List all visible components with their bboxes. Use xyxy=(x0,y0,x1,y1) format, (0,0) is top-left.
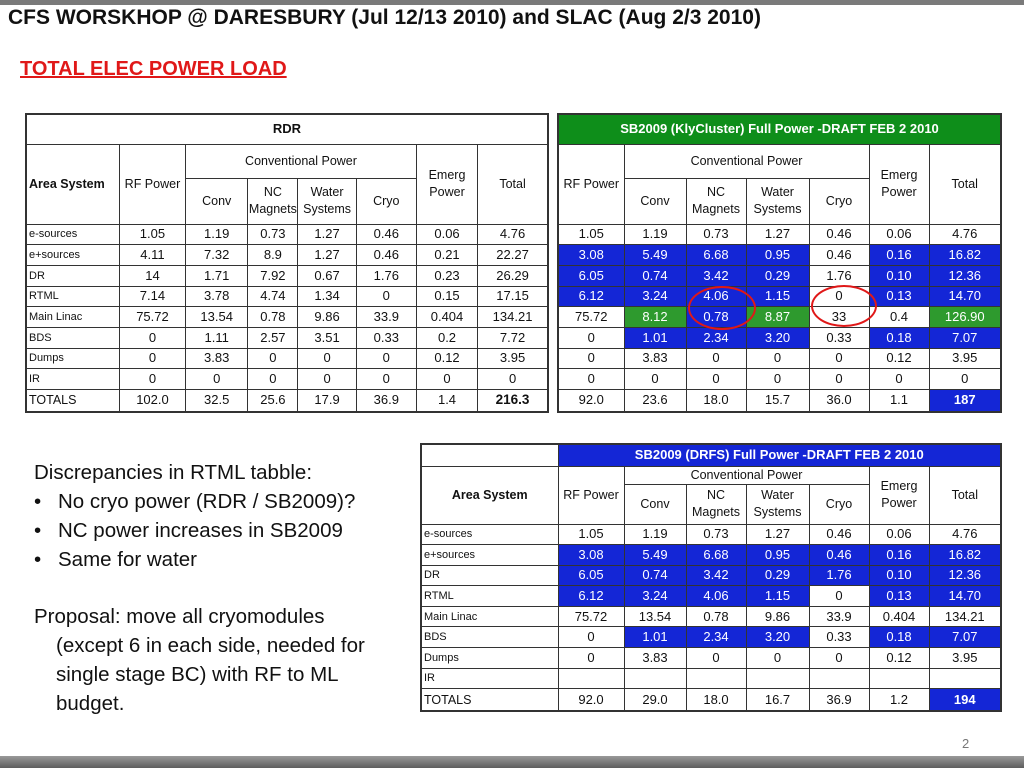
table-cell: 3.83 xyxy=(186,348,248,369)
notes-bullet: • Same for water xyxy=(34,545,424,574)
table-cell: 4.06 xyxy=(686,586,746,607)
table-cell: 0.404 xyxy=(416,307,477,328)
table-cell: 7.14 xyxy=(119,286,185,307)
table-cell xyxy=(686,668,746,689)
table-cell: 4.76 xyxy=(478,224,548,245)
table-cell: 12.36 xyxy=(929,265,1001,286)
table-cell: 0 xyxy=(558,348,624,369)
table-cell: 3.24 xyxy=(624,286,686,307)
slide-title: CFS WORSKHOP @ DARESBURY (Jul 12/13 2010) and SLAC (Aug 2/3 2010) xyxy=(8,6,761,29)
table-cell: 6.12 xyxy=(558,586,624,607)
table-cell: 0.78 xyxy=(686,606,746,627)
table-cell: 0.21 xyxy=(416,245,477,266)
table-cell: 4.74 xyxy=(248,286,298,307)
row-label: IR xyxy=(421,668,558,689)
header-conventional-power: Conventional Power xyxy=(186,144,417,178)
bullet-icon: • xyxy=(34,490,42,513)
table-cell: 2.34 xyxy=(686,627,746,648)
table-cell: 1.01 xyxy=(624,627,686,648)
header-total: Total xyxy=(478,144,548,224)
row-label: DR xyxy=(26,265,119,286)
table-cell xyxy=(746,668,809,689)
table-cell: 102.0 xyxy=(119,390,185,412)
page-number: 2 xyxy=(962,736,970,751)
table-cell: 3.51 xyxy=(298,327,356,348)
table-cell: 1.15 xyxy=(746,586,809,607)
table-cell: 3.20 xyxy=(746,327,809,348)
table-cell: 36.9 xyxy=(809,689,869,711)
table-cell: 0.73 xyxy=(686,524,746,545)
table-cell: 0 xyxy=(809,369,869,390)
row-label: DR xyxy=(421,565,558,586)
header-total: Total xyxy=(929,466,1001,524)
table-cell: 75.72 xyxy=(119,307,185,328)
table-cell: 0.74 xyxy=(624,565,686,586)
table-cell: 0 xyxy=(929,369,1001,390)
table-cell: 7.32 xyxy=(186,245,248,266)
table-row xyxy=(26,348,548,369)
sb2009-drfs-title: SB2009 (DRFS) Full Power -DRAFT FEB 2 2010 xyxy=(558,444,1001,466)
table-row xyxy=(26,265,548,286)
table-cell: 0.4 xyxy=(869,307,929,328)
table-cell: 0 xyxy=(416,369,477,390)
table-cell: 7.07 xyxy=(929,327,1001,348)
table-row xyxy=(558,327,1001,348)
table-cell: 0.06 xyxy=(869,524,929,545)
table-row xyxy=(421,586,1001,607)
rdr-table xyxy=(25,113,549,413)
table-cell: 0.13 xyxy=(869,586,929,607)
sb2009-drfs-table xyxy=(420,443,1002,712)
proposal-line: (except 6 in each side, needed for xyxy=(56,634,365,657)
header-emerg-power: Emerg Power xyxy=(416,144,477,224)
rdr-title: RDR xyxy=(26,114,548,144)
table-row xyxy=(26,369,548,390)
row-label: e+sources xyxy=(421,545,558,566)
table-cell: 3.78 xyxy=(186,286,248,307)
table-cell: 134.21 xyxy=(929,606,1001,627)
bullet-icon: • xyxy=(34,548,42,571)
table-cell: 0.95 xyxy=(746,245,809,266)
header-conv: Conv xyxy=(624,178,686,224)
table-cell: 0 xyxy=(356,348,416,369)
row-label: e-sources xyxy=(26,224,119,245)
table-cell: 13.54 xyxy=(186,307,248,328)
table-row xyxy=(26,327,548,348)
table-cell: 1.05 xyxy=(558,224,624,245)
table-row xyxy=(421,545,1001,566)
table-cell: 1.05 xyxy=(558,524,624,545)
notes-bullet: • No cryo power (RDR / SB2009)? xyxy=(34,487,424,516)
table-row xyxy=(26,307,548,328)
row-label: TOTALS xyxy=(421,689,558,711)
header-emerg-power: Emerg Power xyxy=(869,466,929,524)
header-cryo: Cryo xyxy=(809,484,869,524)
table-cell: 26.29 xyxy=(478,265,548,286)
header-rf-power: RF Power xyxy=(558,144,624,224)
table-cell: 0.46 xyxy=(356,245,416,266)
table-cell: 0 xyxy=(809,286,869,307)
table-cell: 2.57 xyxy=(248,327,298,348)
table-cell: 0 xyxy=(558,648,624,669)
table-cell: 8.87 xyxy=(746,307,809,328)
header-total: Total xyxy=(929,144,1001,224)
table-cell: 1.2 xyxy=(869,689,929,711)
table-cell: 1.19 xyxy=(624,224,686,245)
table-row xyxy=(421,648,1001,669)
table-cell: 3.24 xyxy=(624,586,686,607)
table-cell xyxy=(624,668,686,689)
table-cell: 6.12 xyxy=(558,286,624,307)
table-cell: 29.0 xyxy=(624,689,686,711)
table-cell: 0 xyxy=(119,327,185,348)
table-cell: 0 xyxy=(248,348,298,369)
table-cell: 0.15 xyxy=(416,286,477,307)
highlight-circle-cryo xyxy=(811,285,877,327)
table-cell: 1.19 xyxy=(624,524,686,545)
table-cell: 0 xyxy=(746,369,809,390)
table-cell: 1.27 xyxy=(746,224,809,245)
table-cell: 9.86 xyxy=(298,307,356,328)
table-cell: 32.5 xyxy=(186,390,248,412)
table-cell: 12.36 xyxy=(929,565,1001,586)
table-cell: 6.05 xyxy=(558,565,624,586)
table-cell: 0.18 xyxy=(869,327,929,348)
table-cell: 0.46 xyxy=(809,524,869,545)
table-cell: 0 xyxy=(746,348,809,369)
table-cell xyxy=(869,668,929,689)
table-cell: 14 xyxy=(119,265,185,286)
table-row xyxy=(558,369,1001,390)
table-cell: 0.12 xyxy=(416,348,477,369)
table-cell: 0.10 xyxy=(869,265,929,286)
proposal-line: budget. xyxy=(56,692,125,715)
table-cell: 4.76 xyxy=(929,524,1001,545)
table-cell: 7.72 xyxy=(478,327,548,348)
table-cell: 4.11 xyxy=(119,245,185,266)
table-cell: 0 xyxy=(119,348,185,369)
proposal-line: single stage BC) with RF to ML xyxy=(56,663,339,686)
row-label: BDS xyxy=(421,627,558,648)
table-row xyxy=(421,689,1001,711)
table-cell: 16.7 xyxy=(746,689,809,711)
table-cell: 0 xyxy=(686,648,746,669)
table-cell: 0 xyxy=(298,348,356,369)
header-cryo: Cryo xyxy=(809,178,869,224)
table-cell xyxy=(558,668,624,689)
row-label: IR xyxy=(26,369,119,390)
table-cell: 13.54 xyxy=(624,606,686,627)
table-cell: 0.12 xyxy=(869,348,929,369)
table-cell: 0.13 xyxy=(869,286,929,307)
table-cell: 0.33 xyxy=(809,627,869,648)
table-cell: 1.1 xyxy=(869,390,929,412)
table-cell: 36.0 xyxy=(809,390,869,412)
table-cell: 8.9 xyxy=(248,245,298,266)
table-row xyxy=(558,286,1001,307)
table-cell: 15.7 xyxy=(746,390,809,412)
table-cell: 1.27 xyxy=(298,245,356,266)
row-label: e+sources xyxy=(26,245,119,266)
table-cell: 5.49 xyxy=(624,545,686,566)
header-conventional-power: Conventional Power xyxy=(624,466,869,484)
table-cell: 0 xyxy=(624,369,686,390)
header-conv: Conv xyxy=(186,178,248,224)
table-cell: 0.33 xyxy=(809,327,869,348)
table-cell: 1.71 xyxy=(186,265,248,286)
table-cell xyxy=(809,668,869,689)
header-cryo: Cryo xyxy=(356,178,416,224)
table-row xyxy=(558,307,1001,328)
table-cell: 3.20 xyxy=(746,627,809,648)
table-cell: 0 xyxy=(356,369,416,390)
sb2009-klycluster-title: SB2009 (KlyCluster) Full Power -DRAFT FEB 2 2010 xyxy=(558,114,1001,144)
table-cell xyxy=(929,668,1001,689)
table-cell: 3.42 xyxy=(686,265,746,286)
table-cell: 23.6 xyxy=(624,390,686,412)
table-cell: 16.82 xyxy=(929,545,1001,566)
table-cell: 6.68 xyxy=(686,245,746,266)
table-cell: 92.0 xyxy=(558,390,624,412)
table-cell: 33 xyxy=(809,307,869,328)
table-cell: 0.73 xyxy=(248,224,298,245)
highlight-circle-nc xyxy=(688,286,756,330)
table-cell: 0 xyxy=(869,369,929,390)
table-cell: 5.49 xyxy=(624,245,686,266)
table-cell: 1.76 xyxy=(809,265,869,286)
header-water-systems: Water Systems xyxy=(746,178,809,224)
table-cell: 3.08 xyxy=(558,245,624,266)
table-cell: 0.06 xyxy=(869,224,929,245)
notes-bullet: • NC power increases in SB2009 xyxy=(34,516,424,545)
table-cell: 33.9 xyxy=(809,606,869,627)
table-row xyxy=(558,348,1001,369)
table-cell: 4.06 xyxy=(686,286,746,307)
row-label: e-sources xyxy=(421,524,558,545)
table-cell: 0.404 xyxy=(869,606,929,627)
table-cell: 126.90 xyxy=(929,307,1001,328)
table-cell: 16.82 xyxy=(929,245,1001,266)
table-row xyxy=(26,286,548,307)
table-cell: 22.27 xyxy=(478,245,548,266)
table-row xyxy=(421,565,1001,586)
table-cell: 14.70 xyxy=(929,586,1001,607)
table-cell: 1.27 xyxy=(746,524,809,545)
table-cell: 17.15 xyxy=(478,286,548,307)
row-label: RTML xyxy=(26,286,119,307)
table-cell: 0.16 xyxy=(869,545,929,566)
table-row xyxy=(558,265,1001,286)
table-cell: 1.27 xyxy=(298,224,356,245)
table-row xyxy=(558,224,1001,245)
bullet-icon: • xyxy=(34,519,42,542)
table-cell: 0.95 xyxy=(746,545,809,566)
table-cell: 1.05 xyxy=(119,224,185,245)
table-cell: 0.06 xyxy=(416,224,477,245)
table-cell: 0 xyxy=(686,369,746,390)
table-cell: 134.21 xyxy=(478,307,548,328)
top-border xyxy=(0,0,1024,5)
row-label: Main Linac xyxy=(26,307,119,328)
header-water-system: Water Systems xyxy=(298,178,356,224)
table-cell: 187 xyxy=(929,390,1001,412)
table-cell: 7.92 xyxy=(248,265,298,286)
table-cell: 0.29 xyxy=(746,565,809,586)
table-row xyxy=(558,390,1001,412)
table-cell: 3.95 xyxy=(929,348,1001,369)
row-label: RTML xyxy=(421,586,558,607)
table-cell: 0 xyxy=(119,369,185,390)
table-cell: 3.83 xyxy=(624,348,686,369)
table-cell: 0 xyxy=(298,369,356,390)
table-cell: 0 xyxy=(356,286,416,307)
bottom-border xyxy=(0,756,1024,768)
header-water-systems: Water Systems xyxy=(746,484,809,524)
table-cell: 1.19 xyxy=(186,224,248,245)
header-nc-magnet: NC Magnets xyxy=(248,178,298,224)
table-row xyxy=(26,224,548,245)
table-cell: 0.67 xyxy=(298,265,356,286)
table-row xyxy=(421,606,1001,627)
table-cell: 1.01 xyxy=(624,327,686,348)
table-row xyxy=(421,668,1001,689)
table-cell: 3.95 xyxy=(478,348,548,369)
table-cell: 17.9 xyxy=(298,390,356,412)
table-cell: 0 xyxy=(186,369,248,390)
table-cell: 0 xyxy=(686,348,746,369)
table-cell: 36.9 xyxy=(356,390,416,412)
table-cell: 0.33 xyxy=(356,327,416,348)
notes-heading: Discrepancies in RTML tabble: xyxy=(34,461,313,484)
header-conventional-power: Conventional Power xyxy=(624,144,869,178)
table-cell: 0 xyxy=(248,369,298,390)
row-label: TOTALS xyxy=(26,390,119,412)
row-label: Dumps xyxy=(26,348,119,369)
header-area-system: Area System xyxy=(26,144,119,224)
table-row xyxy=(421,524,1001,545)
table-cell: 3.83 xyxy=(624,648,686,669)
table-cell: 9.86 xyxy=(746,606,809,627)
table-cell: 0.10 xyxy=(869,565,929,586)
table-cell: 8.12 xyxy=(624,307,686,328)
table-cell: 25.6 xyxy=(248,390,298,412)
table-cell: 75.72 xyxy=(558,606,624,627)
table-cell: 0.78 xyxy=(248,307,298,328)
table-cell: 0.46 xyxy=(356,224,416,245)
proposal-line: Proposal: move all cryomodules xyxy=(34,605,325,628)
table-cell: 0 xyxy=(558,327,624,348)
header-emerg-power: Emerg Power xyxy=(869,144,929,224)
table-cell: 0.46 xyxy=(809,545,869,566)
table-cell: 0 xyxy=(809,586,869,607)
table-cell: 3.42 xyxy=(686,565,746,586)
sb2009-klycluster-table xyxy=(557,113,1002,413)
table-cell: 0.73 xyxy=(686,224,746,245)
table-cell: 1.76 xyxy=(356,265,416,286)
table-cell: 0.12 xyxy=(869,648,929,669)
table-cell: 194 xyxy=(929,689,1001,711)
table-cell: 0.2 xyxy=(416,327,477,348)
table-row xyxy=(558,245,1001,266)
table-cell: 0.23 xyxy=(416,265,477,286)
header-area-system: Area System xyxy=(421,466,558,524)
table-cell: 0 xyxy=(558,369,624,390)
table-cell: 14.70 xyxy=(929,286,1001,307)
table-cell: 18.0 xyxy=(686,390,746,412)
table-row xyxy=(26,245,548,266)
table-cell: 0.29 xyxy=(746,265,809,286)
table-cell: 0.74 xyxy=(624,265,686,286)
slide-subtitle: TOTAL ELEC POWER LOAD xyxy=(20,58,287,80)
table-cell: 0.46 xyxy=(809,224,869,245)
table-cell: 92.0 xyxy=(558,689,624,711)
header-nc-magnets: NC Magnets xyxy=(686,178,746,224)
header-conv: Conv xyxy=(624,484,686,524)
table-cell: 0.16 xyxy=(869,245,929,266)
table-row xyxy=(421,627,1001,648)
table-cell: 4.76 xyxy=(929,224,1001,245)
table-cell: 7.07 xyxy=(929,627,1001,648)
header-nc-magnets: NC Magnets xyxy=(686,484,746,524)
table-cell: 0.18 xyxy=(869,627,929,648)
table-cell: 2.34 xyxy=(686,327,746,348)
table-cell: 6.68 xyxy=(686,545,746,566)
table-cell: 18.0 xyxy=(686,689,746,711)
table-cell: 0 xyxy=(746,648,809,669)
table-cell: 1.11 xyxy=(186,327,248,348)
table-cell: 1.76 xyxy=(809,565,869,586)
table-row xyxy=(26,390,548,412)
row-label: BDS xyxy=(26,327,119,348)
header-rf-power: RF Power xyxy=(119,144,185,224)
table-cell: 1.15 xyxy=(746,286,809,307)
header-rf-power: RF Power xyxy=(558,466,624,524)
notes-block xyxy=(34,458,424,718)
table-cell: 0 xyxy=(478,369,548,390)
table-cell: 3.08 xyxy=(558,545,624,566)
table-cell: 3.95 xyxy=(929,648,1001,669)
table-cell: 0 xyxy=(809,648,869,669)
table-cell: 216.3 xyxy=(478,390,548,412)
row-label: Main Linac xyxy=(421,606,558,627)
table-cell: 6.05 xyxy=(558,265,624,286)
table-cell: 0 xyxy=(809,348,869,369)
table-cell: 75.72 xyxy=(558,307,624,328)
table-cell: 33.9 xyxy=(356,307,416,328)
table-cell: 0 xyxy=(558,627,624,648)
row-label: Dumps xyxy=(421,648,558,669)
table-cell: 1.34 xyxy=(298,286,356,307)
table-cell: 0.46 xyxy=(809,245,869,266)
table-cell: 0.78 xyxy=(686,307,746,328)
table-cell: 1.4 xyxy=(416,390,477,412)
